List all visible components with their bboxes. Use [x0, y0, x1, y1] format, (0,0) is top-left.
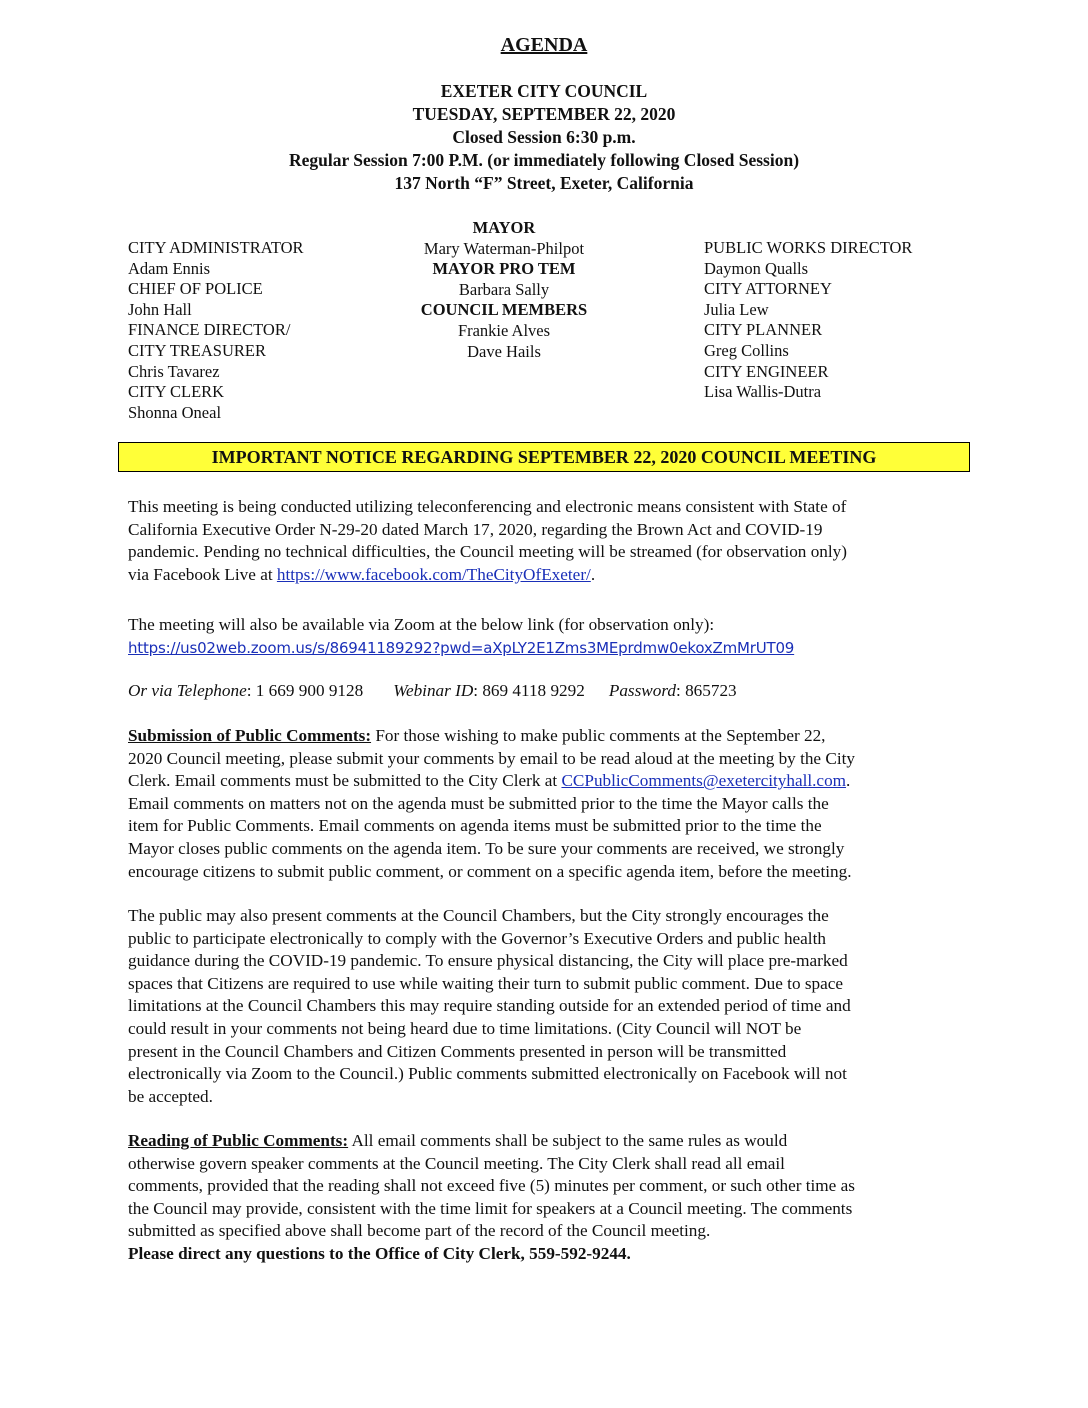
text-line [128, 680, 962, 703]
text-line: The meeting will also be available via Zoom at the below link (for observation only): [128, 615, 715, 634]
council-name: EXETER CITY COUNCIL [440, 81, 648, 101]
roster-middle-column [386, 218, 622, 362]
text-line: the Council may provide, consistent with the time limit for speakers at a Council meeting. The comments [128, 1198, 853, 1218]
closed-session-time: Closed Session 6:30 p.m. [452, 127, 636, 147]
zoom-paragraph [128, 614, 962, 659]
text-line: be accepted. [128, 1086, 213, 1106]
submission-label: Submission of Public Comments: [128, 726, 372, 745]
webinar-label: Webinar ID [393, 681, 474, 700]
text-line: California Executive Order N-29-20 dated March 17, 2020, regarding the Brown Act and COVID-19 [128, 519, 823, 539]
text-line [128, 1130, 962, 1153]
roster-item: CITY CLERK [128, 382, 225, 402]
roster-item: FINANCE DIRECTOR/ [128, 320, 291, 340]
text-span: All email comments shall be subject to the same rules as would [348, 1131, 788, 1150]
mayor-pro-tem-name: Barbara Sally [458, 279, 550, 299]
roster-item: PUBLIC WORKS DIRECTOR [704, 238, 913, 257]
roster-item: CHIEF OF POLICE [128, 279, 263, 299]
text-line: guidance during the COVID-19 pandemic. To ensure physical distancing, the City will place pre-marked [128, 951, 848, 971]
text-line: pandemic. Pending no technical difficulties, the Council meeting will be streamed (for observation only) [128, 542, 847, 562]
text-line: public to participate electronically to comply with the Governor’s Executive Orders and public health [128, 928, 826, 948]
roster-item: CITY ENGINEER [704, 361, 829, 381]
important-notice-banner: IMPORTANT NOTICE REGARDING SEPTEMBER 22, 2020 COUNCIL MEETING [118, 442, 970, 472]
roster-item: CITY ATTORNEY [704, 279, 832, 299]
meeting-address: 137 North “F” Street, Exeter, California [394, 173, 694, 193]
closing-contact-line: Please direct any questions to the Office of City Clerk, 559-592-9244. [128, 1243, 631, 1263]
meeting-date: TUESDAY, SEPTEMBER 22, 2020 [412, 104, 676, 124]
text-line: submitted as specified above shall become part of the record of the Council meeting. [128, 1221, 711, 1241]
roster-item: Chris Tavarez [128, 361, 220, 381]
text-line [128, 725, 962, 748]
facebook-link[interactable]: https://www.facebook.com/TheCityOfExeter/ [276, 564, 591, 584]
password-value: : 865723 [676, 681, 737, 700]
roster-item: Adam Ennis [128, 258, 211, 278]
in-person-paragraph [128, 905, 962, 1108]
council-member-name: Frankie Alves [457, 320, 551, 340]
mayor-name: Mary Waterman-Philpot [423, 238, 585, 258]
reading-label: Reading of Public Comments: [128, 1131, 349, 1150]
password-label: Password [608, 681, 676, 700]
text-line: This meeting is being conducted utilizing teleconferencing and electronic means consistent with State of [128, 497, 847, 516]
council-member-name: Dave Hails [467, 341, 541, 361]
text-line: otherwise govern speaker comments at the Council meeting. The City Clerk shall read all email [128, 1153, 785, 1173]
council-members-label: COUNCIL MEMBERS [420, 300, 588, 320]
roster-item: John Hall [128, 299, 192, 319]
roster-item: Julia Lew [704, 299, 769, 319]
text-line: limitations at the Council Chambers this may require standing outside for an extended period of time and [128, 996, 851, 1016]
roster-item: CITY TREASURER [128, 340, 266, 360]
meeting-header [0, 80, 1088, 195]
mayor-pro-tem-label: MAYOR PRO TEM [432, 259, 576, 279]
text-line [128, 770, 962, 793]
text-line: electronically via Zoom to the Council.) Public comments submitted electronically on Facebook will not [128, 1064, 847, 1084]
telephone-number: : 1 669 900 9128 [246, 681, 364, 700]
text-span: . [590, 564, 596, 584]
roster-item: Greg Collins [704, 340, 789, 360]
zoom-link[interactable]: https://us02web.zoom.us/s/86941189292?pwd=aXpLY2E1Zms3MEprdmw0ekoxZmMrUT09 [128, 638, 795, 657]
reading-paragraph [128, 1130, 962, 1266]
mayor-label: MAYOR [472, 218, 536, 237]
text-span: For those wishing to make public comments at the September 22, [371, 726, 826, 745]
roster-item: CITY PLANNER [704, 320, 823, 340]
telephone-label: Or via Telephone [128, 681, 247, 700]
submission-paragraph [128, 725, 962, 883]
roster-item: CITY ADMINISTRATOR [128, 238, 304, 257]
text-line: spaces that Citizens are required to use while waiting their turn to submit public comment. Due to space [128, 973, 844, 993]
roster-right-column [704, 238, 912, 403]
text-line: encourage citizens to submit public comment, or comment on a specific agenda item, before the meeting. [128, 861, 852, 881]
text-line: The public may also present comments at the Council Chambers, but the City strongly encourages the [128, 906, 829, 925]
text-line: Mayor closes public comments on the agenda item. To be sure your comments are received, we strongly [128, 838, 845, 858]
public-comments-email-link[interactable]: CCPublicComments@exetercityhall.com [561, 771, 847, 791]
phone-access-line [128, 680, 962, 703]
text-line: Email comments on matters not on the agenda must be submitted prior to the time the Mayor calls the [128, 793, 829, 813]
text-line: 2020 Council meeting, please submit your comments by email to be read aloud at the meeting by the City [128, 748, 855, 768]
regular-session-time: Regular Session 7:00 P.M. (or immediately following Closed Session) [288, 150, 800, 170]
text-line: present in the Council Chambers and Citizen Comments presented in person will be transmitted [128, 1041, 787, 1061]
text-line: could result in your comments not being heard due to time limitations. (City Council will NOT be [128, 1018, 802, 1038]
text-line: item for Public Comments. Email comments on agenda items must be submitted prior to the time the [128, 816, 822, 836]
text-span: . [846, 771, 851, 791]
text-line [128, 564, 962, 587]
webinar-id: : 869 4118 9292 [473, 681, 585, 700]
text-span: via Facebook Live at [128, 564, 277, 584]
text-span: Clerk. Email comments must be submitted to the City Clerk at [128, 771, 562, 791]
text-line [128, 637, 962, 660]
text-line: comments, provided that the reading shall not exceed five (5) minutes per comment, or such other time as [128, 1176, 855, 1196]
page-title: AGENDA [500, 34, 588, 56]
roster-left-column [128, 238, 304, 423]
roster-item: Shonna Oneal [128, 402, 222, 422]
intro-paragraph [128, 496, 962, 586]
roster-item: Daymon Qualls [704, 258, 809, 278]
roster-item: Lisa Wallis-Dutra [704, 382, 822, 402]
